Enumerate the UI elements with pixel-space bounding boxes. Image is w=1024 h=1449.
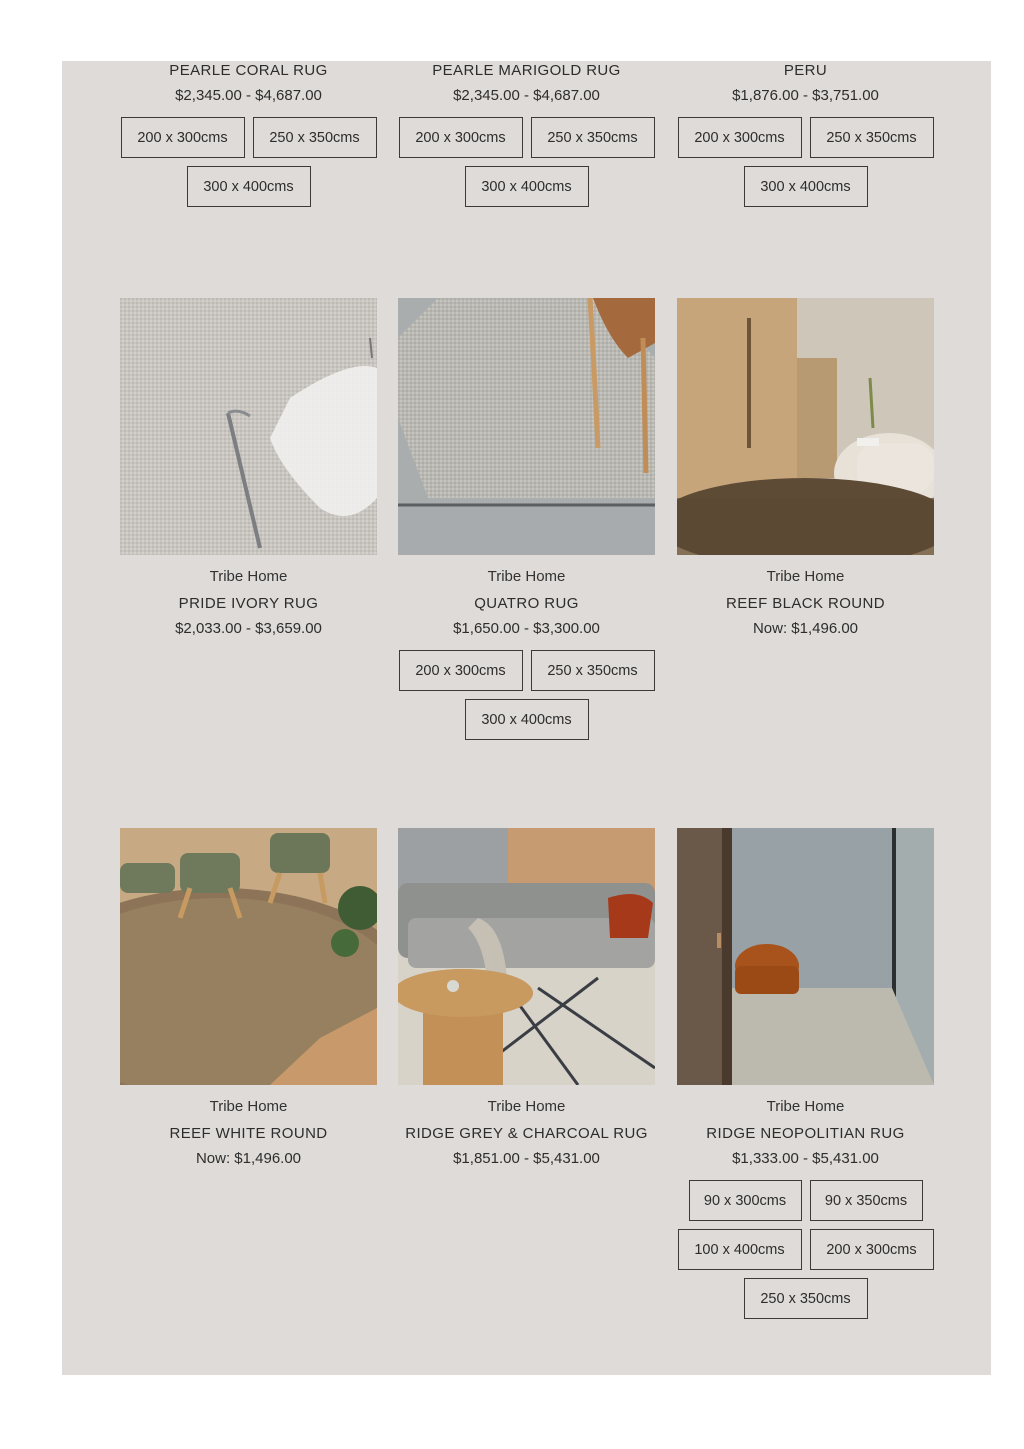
size-option-button[interactable]: 250 x 350cms	[253, 117, 377, 158]
product-card	[677, 298, 934, 638]
product-price: Now: $1,496.00	[195, 1150, 302, 1167]
size-option-button[interactable]: 250 x 350cms	[810, 117, 934, 158]
size-option-button[interactable]: 250 x 350cms	[531, 117, 655, 158]
size-options	[677, 1180, 934, 1319]
size-option-button[interactable]: 200 x 300cms	[810, 1229, 934, 1270]
product-image[interactable]	[398, 298, 655, 555]
product-image[interactable]	[677, 298, 934, 555]
product-name[interactable]: REEF BLACK ROUND	[726, 595, 885, 612]
product-card	[677, 828, 934, 1319]
product-price: Now: $1,496.00	[752, 620, 859, 637]
size-options	[677, 117, 934, 207]
product-name[interactable]: RIDGE NEOPOLITIAN RUG	[706, 1125, 905, 1142]
product-brand: Tribe Home	[209, 568, 288, 585]
size-option-button[interactable]: 250 x 350cms	[531, 650, 655, 691]
product-image[interactable]	[120, 828, 377, 1085]
size-option-button[interactable]: 100 x 400cms	[678, 1229, 802, 1270]
product-image[interactable]	[398, 828, 655, 1085]
product-card	[398, 828, 655, 1168]
product-card	[120, 828, 377, 1168]
product-price: $1,333.00 - $5,431.00	[732, 1150, 879, 1167]
product-name[interactable]: RIDGE GREY & CHARCOAL RUG	[405, 1125, 648, 1142]
product-name[interactable]: QUATRO RUG	[474, 595, 579, 612]
size-option-button[interactable]: 200 x 300cms	[678, 117, 802, 158]
product-grid	[62, 61, 991, 1375]
product-card	[677, 62, 934, 207]
product-image[interactable]	[120, 298, 377, 555]
product-brand: Tribe Home	[209, 1098, 288, 1115]
product-name[interactable]: PEARLE CORAL RUG	[169, 62, 328, 79]
product-price: $1,876.00 - $3,751.00	[732, 87, 879, 104]
size-option-button[interactable]: 200 x 300cms	[121, 117, 245, 158]
size-option-button[interactable]: 90 x 300cms	[689, 1180, 802, 1221]
product-card	[120, 298, 377, 638]
product-name[interactable]: PRIDE IVORY RUG	[178, 595, 319, 612]
product-brand: Tribe Home	[766, 568, 845, 585]
size-option-button[interactable]: 300 x 400cms	[744, 166, 868, 207]
size-option-button[interactable]: 300 x 400cms	[465, 166, 589, 207]
product-price: $2,345.00 - $4,687.00	[453, 87, 600, 104]
product-price: $2,345.00 - $4,687.00	[175, 87, 322, 104]
size-options	[398, 117, 655, 207]
product-price: $1,851.00 - $5,431.00	[453, 1150, 600, 1167]
size-option-button[interactable]: 90 x 350cms	[810, 1180, 923, 1221]
size-option-button[interactable]: 200 x 300cms	[399, 650, 523, 691]
size-option-button[interactable]: 300 x 400cms	[187, 166, 311, 207]
product-card	[120, 62, 377, 207]
size-option-button[interactable]: 250 x 350cms	[744, 1278, 868, 1319]
product-card	[398, 62, 655, 207]
product-brand: Tribe Home	[487, 568, 566, 585]
product-brand: Tribe Home	[487, 1098, 566, 1115]
size-option-button[interactable]: 200 x 300cms	[399, 117, 523, 158]
product-price: $1,650.00 - $3,300.00	[453, 620, 600, 637]
product-brand: Tribe Home	[766, 1098, 845, 1115]
product-image[interactable]	[677, 828, 934, 1085]
size-option-button[interactable]: 300 x 400cms	[465, 699, 589, 740]
product-card	[398, 298, 655, 740]
size-options	[398, 650, 655, 740]
product-name[interactable]: PEARLE MARIGOLD RUG	[432, 62, 621, 79]
size-options	[120, 117, 377, 207]
product-price: $2,033.00 - $3,659.00	[175, 620, 322, 637]
product-name[interactable]: PERU	[783, 62, 828, 79]
product-name[interactable]: REEF WHITE ROUND	[169, 1125, 328, 1142]
